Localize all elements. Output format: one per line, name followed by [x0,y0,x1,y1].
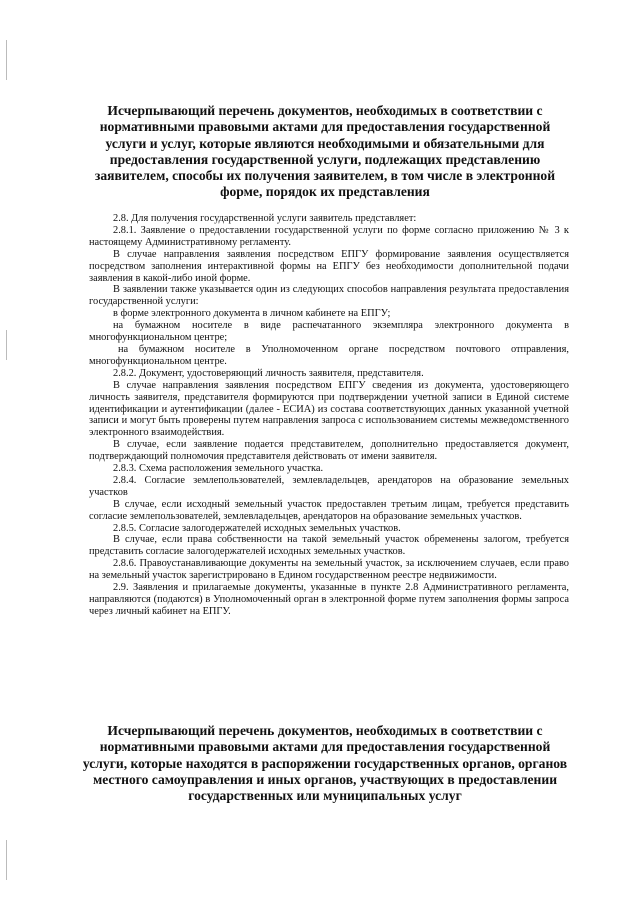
scan-edge-mark [6,40,7,80]
paragraph-third-parties: В случае, если исходный земельный участок предоставлен третьим лицам, требуется представить согласие землепользователей, землевладельцев, арендаторов на образование земельных участков. [89,498,569,522]
paragraph-pledge: В случае, если права собственности на такой земельный участок обременены залогом, требуется представить согласие залогодержателей исходных земельных участков. [89,534,569,558]
paragraph-2-9: 2.9. Заявления и прилагаемые документы, указанные в пункте 2.8 Административного регламента, направляются (подаются) в Уполномоченный орган в электронной форме путем заполнения формы запроса через личный кабинет на ЕПГУ. [89,582,569,617]
section-heading-agency-documents: Исчерпывающий перечень документов, необходимых в соответствии с нормативными правовыми актами для предоставления государственной услуги, которые находятся в распоряжении государственных органов, органов местного самоуправления и иных органов, участвующих в предоставлении государственных или муниципальных услуг [82,723,568,804]
paragraph-method-paper-post: на бумажном носителе в Уполномоченном органе посредством почтового отправления, многофункциональном центре. [89,343,569,367]
paragraph-representative: В случае, если заявление подается представителем, дополнительно предоставляется документ, подтверждающий полномочия представителя действовать от имени заявителя. [89,439,569,463]
paragraph-2-8-6: 2.8.6. Правоустанавливающие документы на земельный участок, за исключением случаев, если право на земельный участок зарегистрировано в Едином государственном реестре недвижимости. [89,558,569,582]
paragraph-2-8-4: 2.8.4. Согласие землепользователей, землевладельцев, арендаторов на образование земельных участков [89,474,569,498]
scan-edge-mark [6,840,7,880]
scan-edge-mark [6,330,7,360]
paragraph-2-8-2: 2.8.2. Документ, удостоверяющий личность заявителя, представителя. [113,367,424,379]
document-body [89,213,569,618]
paragraph-2-8-1: 2.8.1. Заявление о предоставлении государственной услуги по форме согласно приложению № 3 к настоящему Административному регламенту. [89,224,569,248]
paragraph-2-8-5: 2.8.5. Согласие залогодержателей исходных земельных участков. [113,522,401,534]
paragraph-esia: В случае направления заявления посредством ЕПГУ сведения из документа, удостоверяющего личность заявителя, представителя формируются при подтверждении учетной записи в Единой системе идентификации и аутентификации (далее - ЕСИА) из состава соответствующих данных указанной учетной записи и могут быть проверены путем направления запроса с использованием системы межведомственного электронного взаимодействия. [89,379,569,439]
paragraph-result-methods: В заявлении также указывается один из следующих способов направления результата предоставления государственной услуги: [89,284,569,308]
paragraph-method-electronic: в форме электронного документа в личном кабинете на ЕПГУ; [113,308,391,320]
paragraph-2-8-3: 2.8.3. Схема расположения земельного участка. [113,463,324,475]
paragraph-epgu-form: В случае направления заявления посредством ЕПГУ формирование заявления осуществляется посредством заполнения интерактивной формы на ЕПГУ без необходимости дополнительной подачи заявления в какой-либо иной форме. [89,248,569,284]
paragraph-method-paper-mfc: на бумажном носителе в виде распечатанного экземпляра электронного документа в многофункциональном центре; [89,320,569,344]
paragraph-2-8: 2.8. Для получения государственной услуги заявитель представляет: [113,213,417,224]
section-heading-documents: Исчерпывающий перечень документов, необходимых в соответствии с нормативными правовыми актами для предоставления государственной услуги и услуг, которые являются необходимыми и обязательными для предоставления государственной услуги, подлежащих представлению заявителем, способы их получения заявителем, в том числе в электронной форме, порядок их представления [94,103,556,200]
